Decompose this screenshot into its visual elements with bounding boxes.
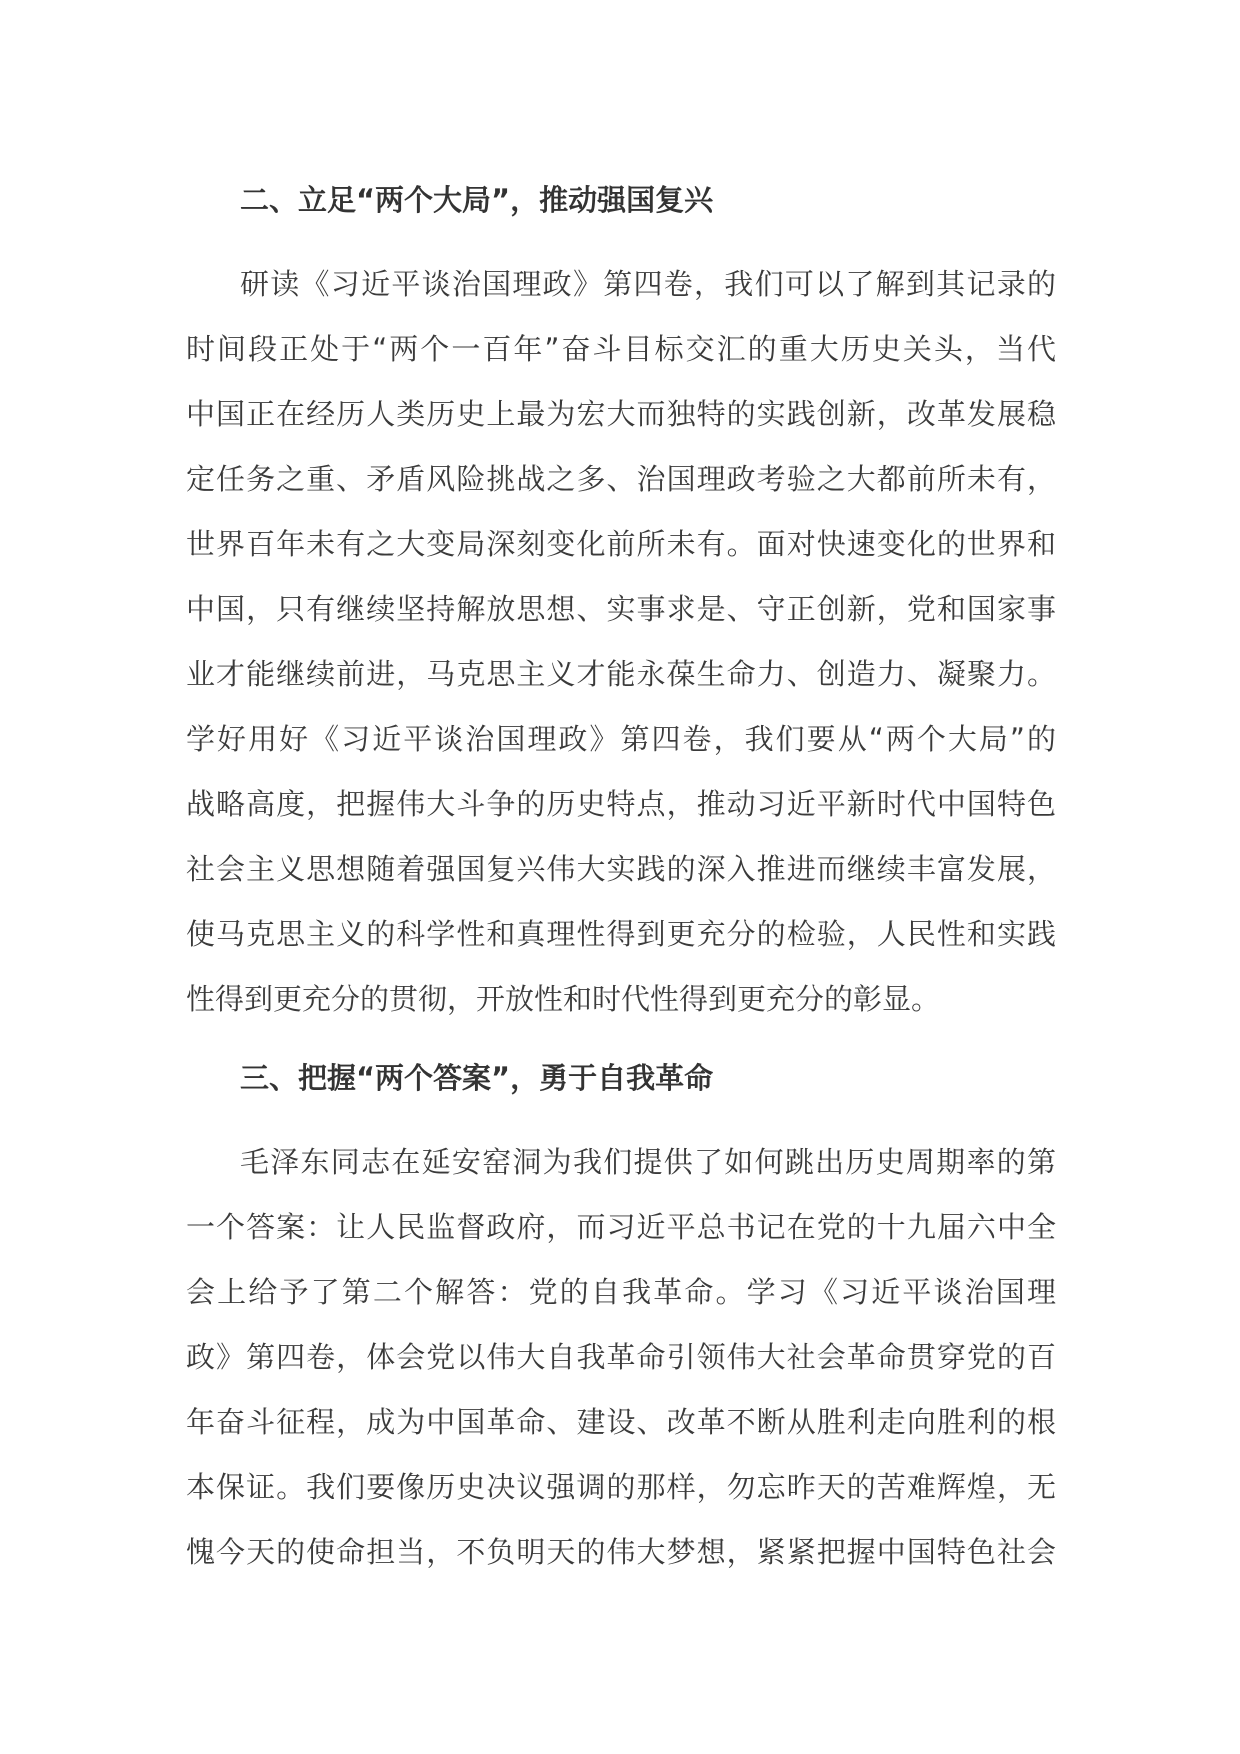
paragraph-two-answers <box>186 1130 1056 1585</box>
paragraph-line: 愧今天的使命担当，不负明天的伟大梦想，紧紧把握中国特色社会 <box>186 1535 1056 1569</box>
paragraph-two-overall-situations <box>186 252 1056 1032</box>
paragraph-line: 中国正在经历人类历史上最为宏大而独特的实践创新，改革发展稳 <box>186 397 1056 431</box>
section-heading-two-overall-situations: 二、立足“两个大局”，推动强国复兴 <box>240 183 714 217</box>
paragraph-line: 中国，只有继续坚持解放思想、实事求是、守正创新，党和国家事 <box>186 592 1056 626</box>
paragraph-line: 定任务之重、矛盾风险挑战之多、治国理政考验之大都前所未有， <box>186 462 1056 496</box>
spacer <box>186 232 1056 252</box>
paragraph-line: 政》第四卷，体会党以伟大自我革命引领伟大社会革命贯穿党的百 <box>186 1340 1056 1374</box>
paragraph-line: 研读《习近平谈治国理政》第四卷，我们可以了解到其记录的 <box>240 267 1056 301</box>
paragraph-line: 会上给予了第二个解答：党的自我革命。学习《习近平谈治国理 <box>186 1275 1056 1309</box>
section-heading-two-answers: 三、把握“两个答案”，勇于自我革命 <box>240 1061 714 1095</box>
paragraph-line: 社会主义思想随着强国复兴伟大实践的深入推进而继续丰富发展， <box>186 852 1056 886</box>
spacer <box>186 1032 1056 1046</box>
paragraph-line: 世界百年未有之大变局深刻变化前所未有。面对快速变化的世界和 <box>186 527 1056 561</box>
paragraph-line: 使马克思主义的科学性和真理性得到更充分的检验，人民性和实践 <box>186 917 1056 951</box>
paragraph-line: 学好用好《习近平谈治国理政》第四卷，我们要从“两个大局”的 <box>186 722 1056 756</box>
paragraph-line: 本保证。我们要像历史决议强调的那样，勿忘昨天的苦难辉煌，无 <box>186 1470 1056 1504</box>
paragraph-line: 性得到更充分的贯彻，开放性和时代性得到更充分的彰显。 <box>186 982 941 1016</box>
paragraph-line: 毛泽东同志在延安窑洞为我们提供了如何跳出历史周期率的第 <box>240 1145 1056 1179</box>
paragraph-line: 时间段正处于“两个一百年”奋斗目标交汇的重大历史关头，当代 <box>186 332 1056 366</box>
paragraph-line: 业才能继续前进，马克思主义才能永葆生命力、创造力、凝聚力。 <box>186 657 1056 691</box>
spacer <box>186 1110 1056 1130</box>
paragraph-line: 战略高度，把握伟大斗争的历史特点，推动习近平新时代中国特色 <box>186 787 1056 821</box>
document-body <box>186 168 1056 1585</box>
paragraph-line: 年奋斗征程，成为中国革命、建设、改革不断从胜利走向胜利的根 <box>186 1405 1056 1439</box>
paragraph-line: 一个答案：让人民监督政府，而习近平总书记在党的十九届六中全 <box>186 1210 1056 1244</box>
